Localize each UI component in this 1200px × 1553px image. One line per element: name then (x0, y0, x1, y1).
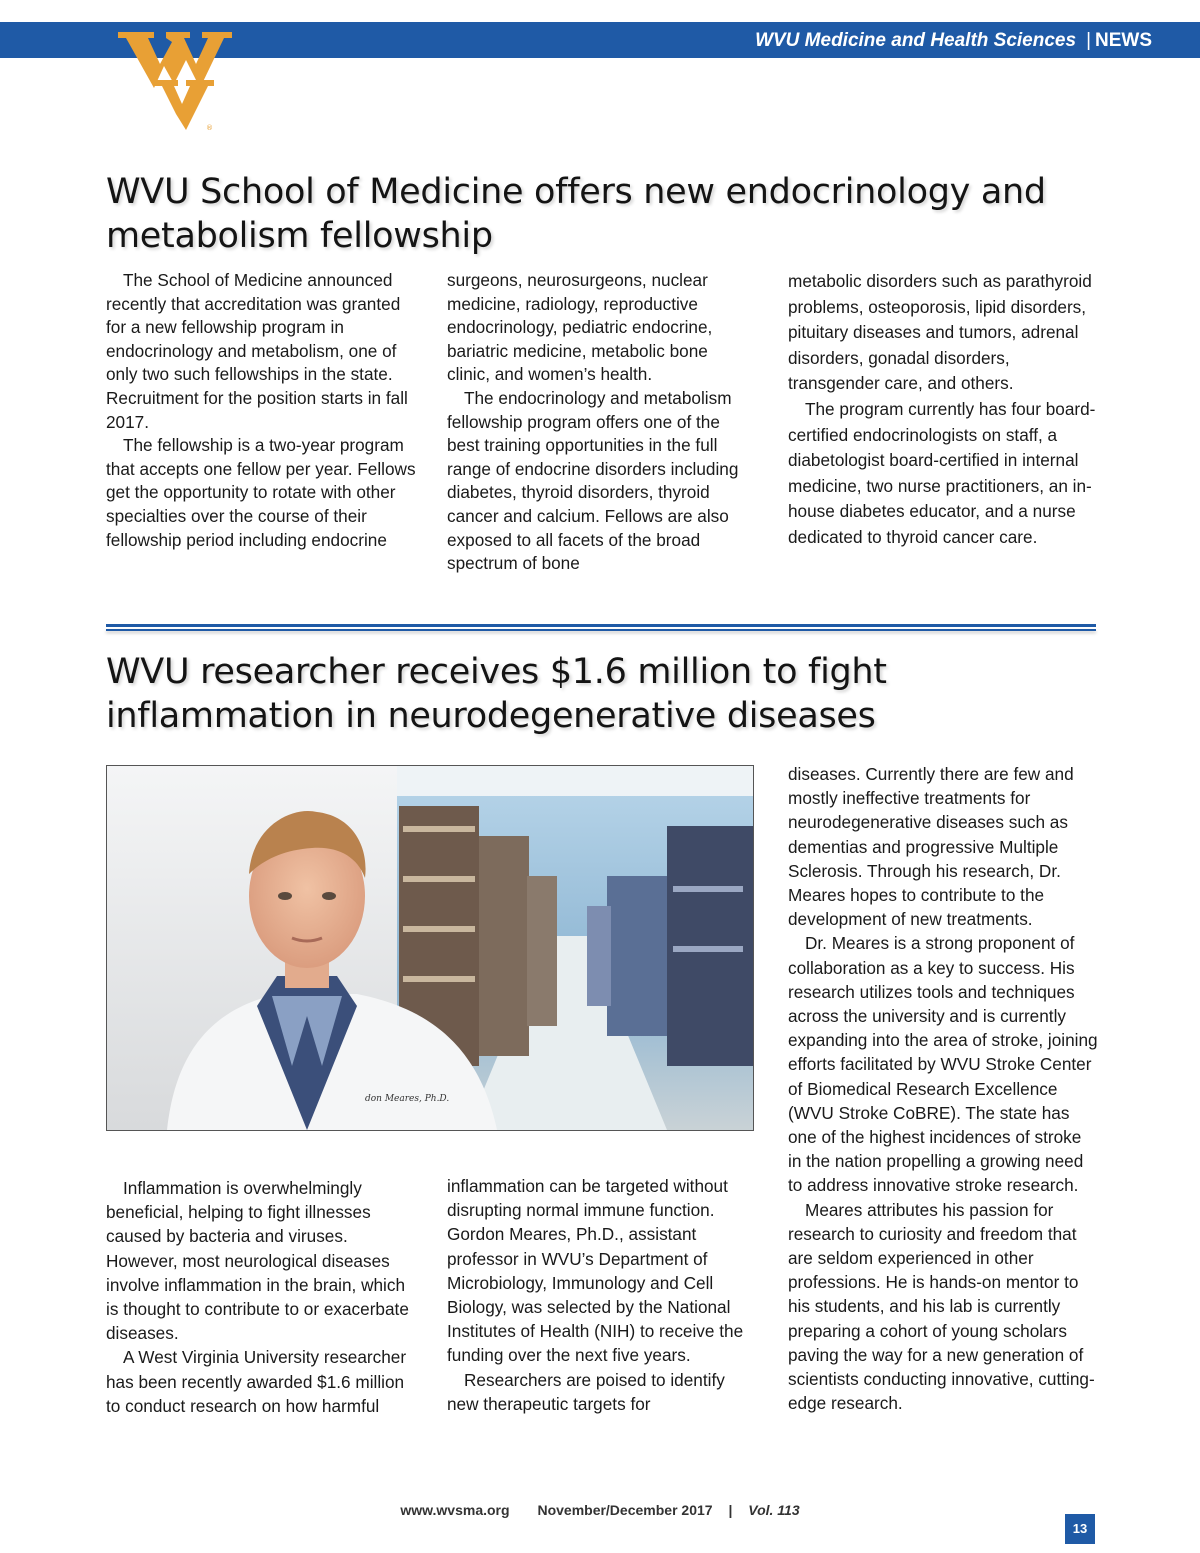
paragraph: Researchers are poised to identify new therapeutic targets for (447, 1369, 725, 1414)
article2-column-3 (788, 762, 1098, 1415)
article2-column-1 (106, 1176, 416, 1418)
publication-name: WVU Medicine and Health Sciences (755, 30, 1077, 51)
article1-column-2 (447, 269, 747, 576)
article2-headline: WVU researcher receives $1.6 million to fight inflammation in neurodegenerative diseases (106, 652, 887, 736)
svg-text:®: ® (206, 124, 213, 132)
section-divider (106, 624, 1096, 632)
wv-logo-icon (118, 26, 236, 134)
paragraph: inflammation can be targeted without disrupting normal immune function. Gordon Meares, Ph.D., assistant professor in WVU’s Department of Microbiology, Immunology and Cell Biology, was selected by the National Institutes of Health (NIH) to receive the funding over the next five years. (447, 1176, 744, 1366)
paragraph: The program currently has four board-certified endocrinologists on staff, a diabetologist board-certified in internal medicine, two nurse practitioners, an in-house diabetes educator, and a nurse dedicated to thyroid cancer care. (788, 398, 1096, 547)
header-separator: | (1086, 30, 1091, 51)
page-number: 13 (1065, 1514, 1095, 1544)
paragraph: surgeons, neurosurgeons, nuclear medicine, radiology, reproductive endocrinology, pediatric endocrine, bariatric medicine, metabolic bone clinic, and women’s health. (447, 270, 713, 385)
article1-column-3 (788, 269, 1098, 551)
page-footer (0, 1502, 1200, 1518)
article2-column-2 (447, 1174, 747, 1416)
header-title (755, 30, 1152, 52)
footer-website: www.wvsma.org (400, 1502, 510, 1518)
article1-column-1 (106, 269, 416, 552)
footer-separator: | (728, 1502, 733, 1518)
footer-issue: November/December 2017 (537, 1502, 713, 1518)
paragraph: Meares attributes his passion for research to curiosity and freedom that are seldom experienced in other professions. He is hands-on mentor to his students, and his lab is currently preparing a cohort of young scholars paving the way for a new generation of scientists conducting innovative, cutting-edge research. (788, 1199, 1095, 1414)
paragraph: The endocrinology and metabolism fellowship program offers one of the best training opportunities in the full range of endocrine disorders including diabetes, thyroid disorders, thyroid cancer and calcium. Fellows are also exposed to all facets of the broad spectrum of bone (447, 387, 739, 574)
footer-volume: Vol. 113 (748, 1502, 800, 1518)
article1-headline: WVU School of Medicine offers new endocrinology and metabolism fellowship (106, 172, 1046, 256)
paragraph: Inflammation is overwhelmingly beneficial, helping to fight illnesses caused by bacteria and viruses. However, most neurological diseases involve inflammation in the brain, which is thought to contribute to or exacerbate diseases. (106, 1178, 409, 1344)
coat-embroidery: don Meares, Ph.D. (365, 1094, 450, 1104)
paragraph: metabolic disorders such as parathyroid problems, osteoporosis, lipid disorders, pituitary diseases and tumors, adrenal disorders, gonadal disorders, transgender care, and others. (788, 271, 1092, 394)
paragraph: A West Virginia University researcher has been recently awarded $1.6 million to conduct research on how harmful (106, 1347, 407, 1416)
paragraph: Dr. Meares is a strong proponent of collaboration as a key to success. His research utilizes tools and techniques across the university and is currently expanding into the area of stroke, joining efforts facilitated by WVU Stroke Center of Biomedical Research Excellence (WVU Stroke CoBRE). The state has one of the highest incidences of stroke in the nation propelling a growing need to address innovative stroke research. (788, 933, 1098, 1196)
researcher-photo (106, 765, 754, 1131)
paragraph: The fellowship is a two-year program that accepts one fellow per year. Fellows get the opportunity to rotate with other specialties over the course of their fellowship period including endocrine (106, 435, 416, 550)
paragraph: The School of Medicine announced recently that accreditation was granted for a new fellowship program in endocrinology and metabolism, one of only two such fellowships in the state. Recruitment for the position starts in fall 2017. (106, 270, 408, 432)
paragraph: diseases. Currently there are few and mostly ineffective treatments for neurodegenerative diseases such as dementias and progressive Multiple Sclerosis. Through his research, Dr. Meares hopes to contribute to the development of new treatments. (788, 764, 1074, 930)
lab-portrait-image (107, 766, 753, 1130)
section-label: NEWS (1095, 30, 1152, 51)
